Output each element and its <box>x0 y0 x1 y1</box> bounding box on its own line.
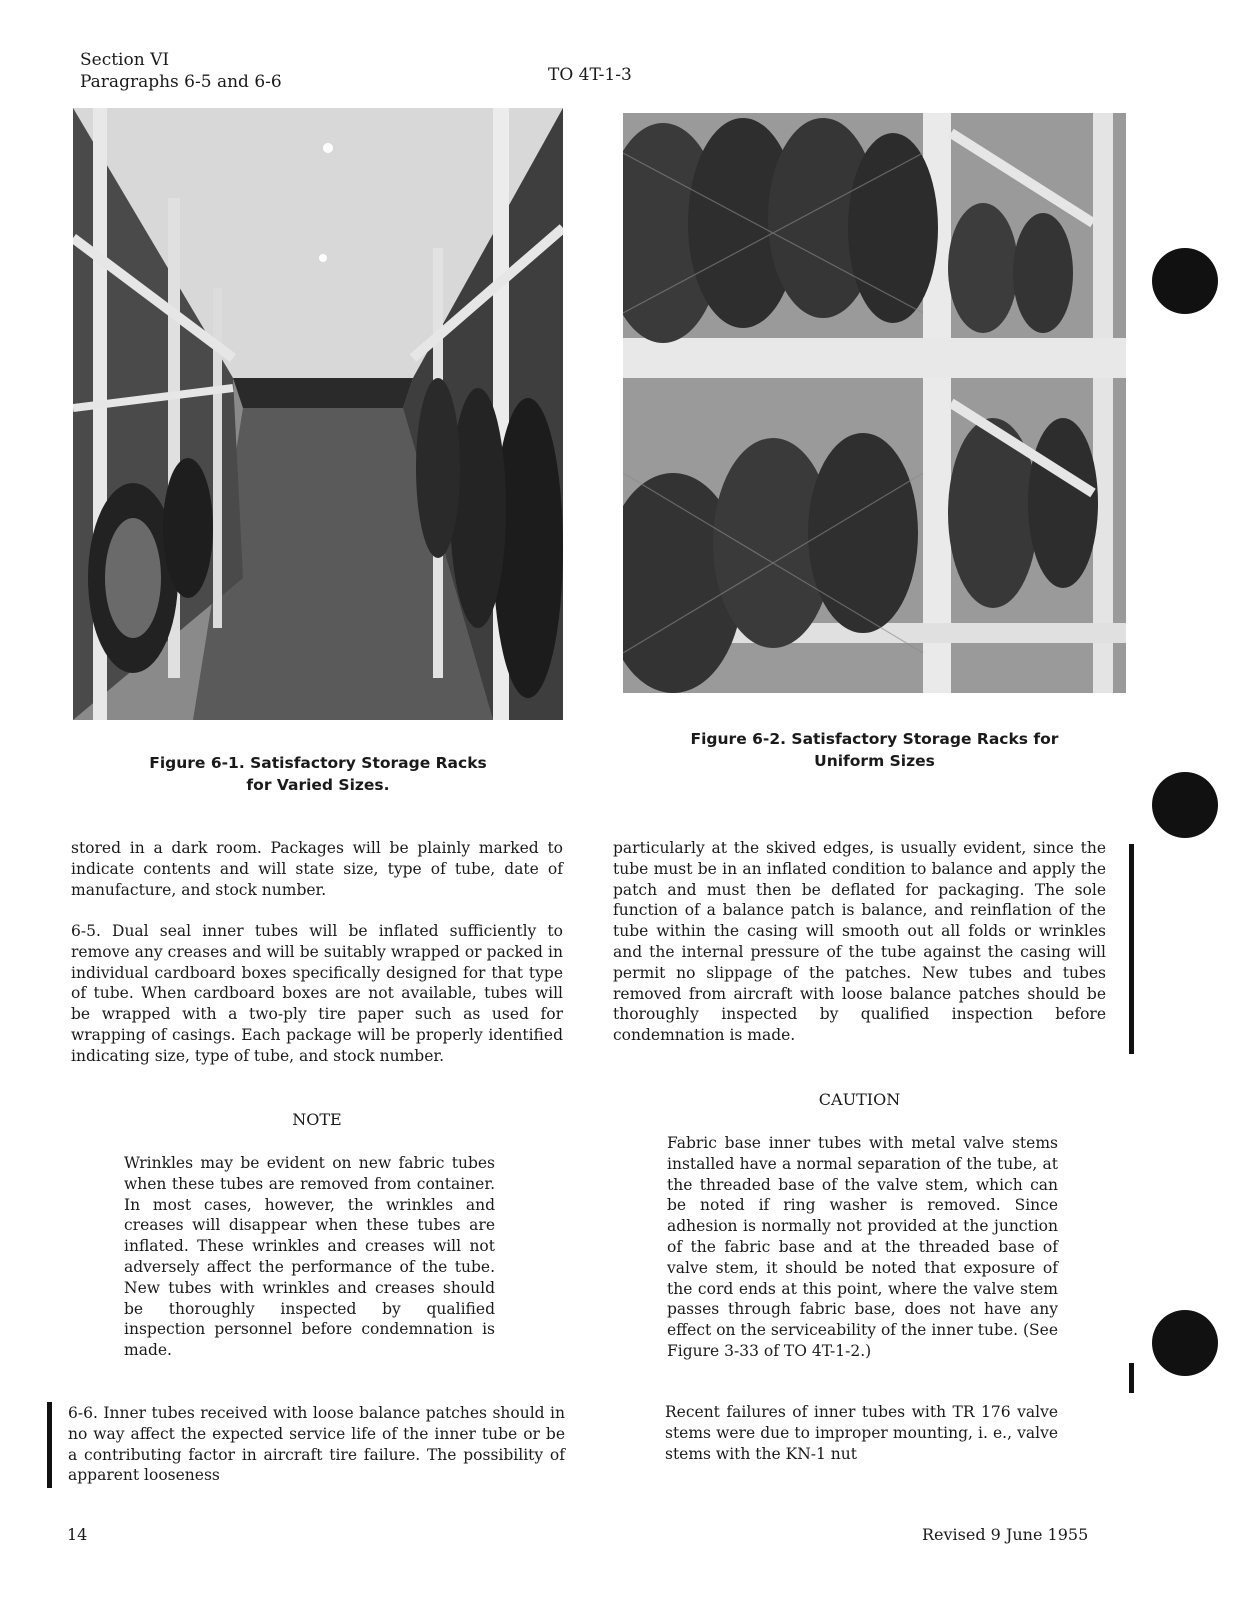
binder-hole <box>1152 772 1218 838</box>
note-text: Wrinkles may be evident on new fabric tubes when these tubes are removed from container. In most cases, however, the wrinkles and creases will disappear when these tubes are inflated. These wrinkles and creases will not adversely affect the performance of the tube. New tubes with wrinkles and creases should be thoroughly inspected by qualified inspection personnel before condemnation is made. <box>124 1154 495 1360</box>
paragraph-continued-right: particularly at the skived edges, is usually evident, since the tube must be in an inflated condition to balance and apply the patch and must then be deflated for packaging. The sole function of a balance patch is balance, and reinflation of the tube within the casing will smooth out all folds or wrinkles and the internal pressure of the tube against the casing will permit no slippage of the patches. New tubes and tubes removed from aircraft with loose balance patches should be thoroughly inspected by qualified inspection before condemnation is made. <box>613 839 1106 1045</box>
binder-hole <box>1152 248 1218 314</box>
caption-line: Figure 6-1. Satisfactory Storage Racks <box>149 754 487 772</box>
figure-6-1-photo <box>73 108 563 720</box>
figure-6-2-photo <box>623 113 1126 693</box>
figure-6-2-caption <box>623 728 1126 772</box>
paragraph-continued-left: stored in a dark room. Packages will be plainly marked to indicate contents and will state size, type of tube, date of manufacture, and stock number. <box>71 839 563 899</box>
binder-hole <box>1152 1310 1218 1376</box>
caution-heading: CAUTION <box>818 1090 901 1109</box>
figure-6-1-caption <box>73 752 563 796</box>
paragraph-recent-failures: Recent failures of inner tubes with TR 176 valve stems were due to improper mounting, i. e., valve stems with the KN-1 nut <box>665 1403 1058 1463</box>
caution-text: Fabric base inner tubes with metal valve stems installed have a normal separation of the tube, at the threaded base of the valve stem, which can be noted if ring washer is removed. Since adhesion is normally not provided at the junction of the fabric base and at the threaded base of valve stem, it should be noted that exposure of the cord ends at this point, where the valve stem passes through fabric base, does not have any effect on the serviceability of the inner tube. (See Figure 3-33 of TO 4T-1-2.) <box>667 1134 1058 1360</box>
paragraph-6-6: 6-6. Inner tubes received with loose balance patches should in no way affect the expected service life of the inner tube or be a contributing factor in aircraft tire failure. The possibility of apparent looseness <box>68 1404 565 1485</box>
caption-line: Figure 6-2. Satisfactory Storage Racks for <box>690 730 1059 748</box>
paragraphs-label: Paragraphs 6-5 and 6-6 <box>80 72 282 92</box>
caption-line: for Varied Sizes. <box>246 776 390 794</box>
revision-date: Revised 9 June 1955 <box>922 1525 1089 1544</box>
change-bar <box>47 1402 52 1488</box>
paragraph-6-5: 6-5. Dual seal inner tubes will be inflated sufficiently to remove any creases and will be suitably wrapped or packed in individual cardboard boxes specifically designed for that type of tube. When cardboard boxes are not available, tubes will be wrapped with a two-ply tire paper such as used for wrapping of casings. Each package will be properly identified indicating size, type of tube, and stock number. <box>71 922 563 1065</box>
caption-line: Uniform Sizes <box>814 752 935 770</box>
change-bar <box>1129 844 1134 1054</box>
section-label: Section VI <box>80 50 170 70</box>
to-number: TO 4T-1-3 <box>548 65 632 85</box>
note-heading: NOTE <box>292 1110 342 1129</box>
page-number: 14 <box>67 1525 88 1544</box>
change-bar <box>1129 1363 1134 1393</box>
